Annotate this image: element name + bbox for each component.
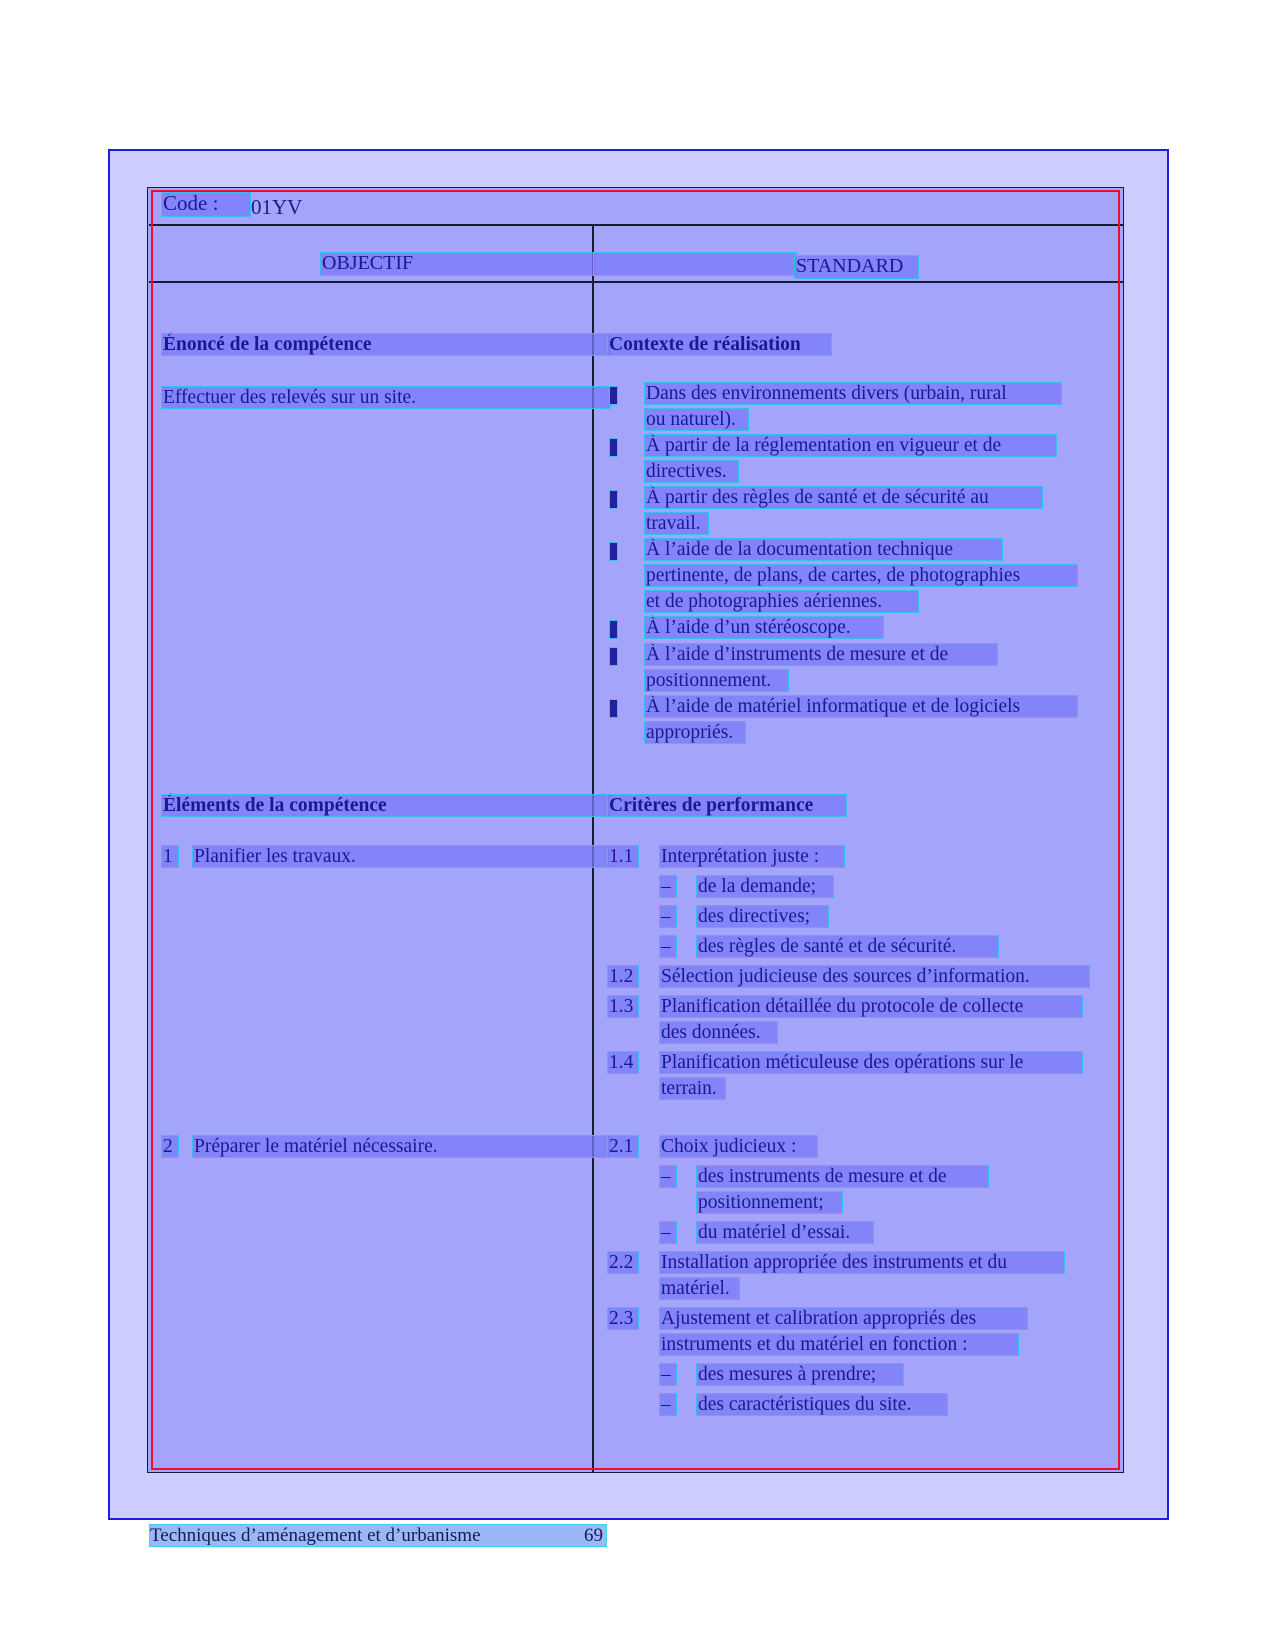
contexte-line: À l’aide de matériel informatique et de logiciels [645,696,1077,717]
critere-line: positionnement; [697,1192,842,1213]
contexte-line: Dans des environnements divers (urbain, rural [645,383,1061,404]
critere-number: 1.1 [608,846,638,867]
contexte-line: pertinente, de plans, de cartes, de photographies [645,565,1077,586]
dash-marker: – [660,906,676,927]
contexte-line: À partir des règles de santé et de sécurité au [645,487,1042,508]
element-1-text: Planifier les travaux. [193,846,609,867]
critere-number: 2.3 [608,1308,638,1329]
critere-line: terrain. [660,1078,725,1099]
contexte-line: positionnement. [645,670,788,691]
bullet-icon [610,648,617,665]
critere-line: des mesures à prendre; [697,1364,903,1385]
header-divider-bottom [149,281,1123,283]
critere-line: du matériel d’essai. [697,1222,873,1243]
enonce-title: Énoncé de la compétence [162,334,610,355]
footer-title: Techniques d’aménagement et d’urbanisme [150,1525,481,1546]
critere-line: instruments et du matériel en fonction : [660,1334,1018,1355]
bullet-icon [610,621,617,638]
elements-title: Éléments de la compétence [162,795,610,816]
dash-marker: – [660,1394,676,1415]
dash-marker: – [660,876,676,897]
header-standard: STANDARD [795,256,918,278]
contexte-line: À l’aide de la documentation technique [645,539,1002,560]
critere-number: 2.1 [608,1136,638,1157]
contexte-line: et de photographies aériennes. [645,591,918,612]
competency-table [147,187,1124,1473]
element-2-text: Préparer le matériel nécessaire. [193,1136,609,1157]
bullet-icon [610,387,617,404]
criteres-title: Critères de performance [608,795,846,816]
bullet-icon [610,543,617,560]
critere-line: de la demande; [697,876,833,897]
critere-line: Interprétation juste : [660,846,844,867]
critere-line: des données. [660,1022,777,1043]
critere-line: Sélection judicieuse des sources d’information. [660,966,1089,987]
contexte-line: À l’aide d’instruments de mesure et de [645,644,997,665]
critere-line: matériel. [660,1278,739,1299]
critere-line: des caractéristiques du site. [697,1394,947,1415]
critere-line: des règles de santé et de sécurité. [697,936,998,957]
critere-number: 1.3 [608,996,638,1017]
enonce-text: Effectuer des relevés sur un site. [162,387,610,408]
critere-line: Planification méticuleuse des opérations sur le [660,1052,1082,1073]
contexte-line: travail. [645,513,708,534]
critere-number: 2.2 [608,1252,638,1273]
page-footer [150,1525,606,1546]
bullet-icon [610,700,617,717]
dash-marker: – [660,1364,676,1385]
critere-line: des instruments de mesure et de [697,1166,988,1187]
contexte-line: directives. [645,461,738,482]
dash-marker: – [660,936,676,957]
element-1-number: 1 [162,846,178,867]
critere-line: Ajustement et calibration appropriés des [660,1308,1027,1329]
contexte-line: ou naturel). [645,409,748,430]
critere-number: 1.4 [608,1052,638,1073]
element-2-number: 2 [162,1136,178,1157]
contexte-title: Contexte de réalisation [608,334,831,355]
critere-line: Installation appropriée des instruments et du [660,1252,1064,1273]
dash-marker: – [660,1166,676,1187]
critere-line: Planification détaillée du protocole de collecte [660,996,1082,1017]
contexte-line: À l’aide d’un stéréoscope. [645,617,883,638]
critere-line: des directives; [697,906,828,927]
code-label: Code : [162,193,250,216]
header-standard-band [594,253,796,275]
critere-line: Choix judicieux : [660,1136,817,1157]
critere-number: 1.2 [608,966,638,987]
contexte-line: appropriés. [645,722,745,743]
code-value: 01YV [251,195,303,219]
contexte-line: À partir de la réglementation en vigueur et de [645,435,1056,456]
page-number: 69 [584,1525,603,1546]
bullet-icon [610,491,617,508]
bullet-icon [610,439,617,456]
header-divider-top [149,224,1123,226]
dash-marker: – [660,1222,676,1243]
header-objectif: OBJECTIF [321,253,595,275]
